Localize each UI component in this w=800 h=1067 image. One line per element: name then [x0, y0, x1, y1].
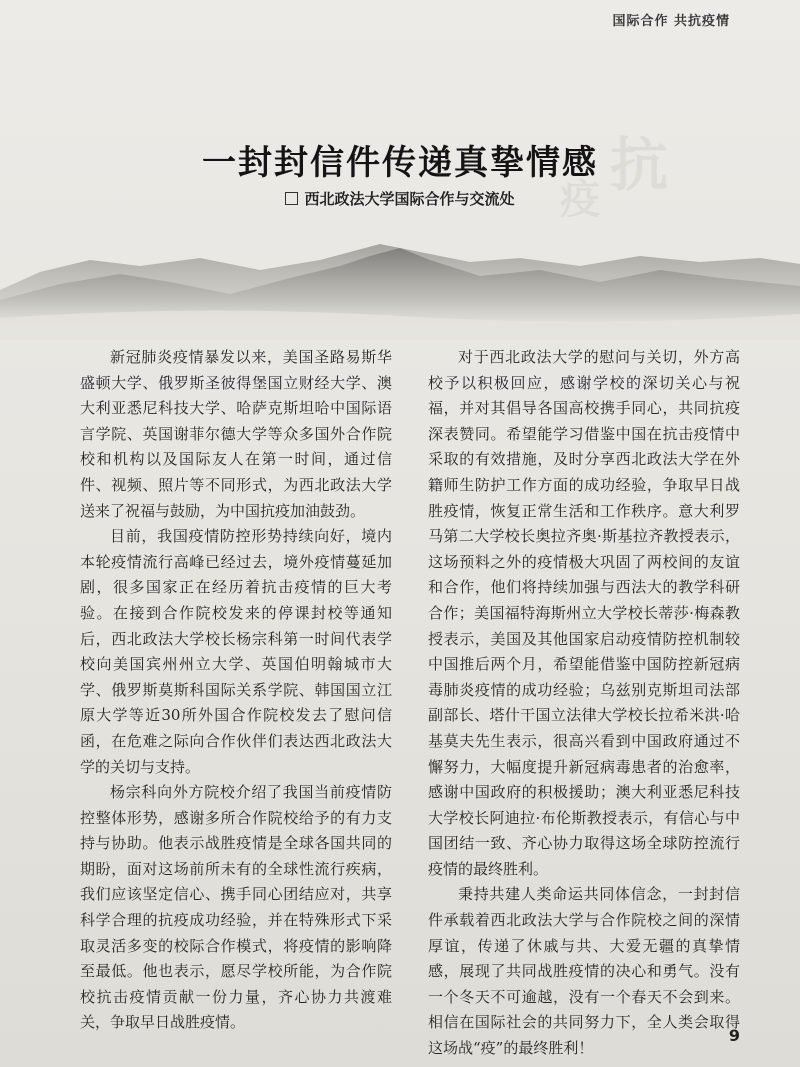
page-number: 9: [728, 1026, 740, 1045]
paragraph: 目前，我国疫情防控形势持续向好，境内本轮疫情流行高峰已经过去，境外疫情蔓延加剧，很多国家正在经历着抗击疫情的巨大考验。在接到合作院校发来的停课封校等通知后，西北政法大学校长杨宗科第一时间代表学校向美国宾州州立大学、英国伯明翰城市大学、俄罗斯莫斯科国际关系学院、韩国国立江原大学等近30所外国合作院校发去了慰问信函，在危难之际向合作伙伴们表达西北政法大学的关切与支持。: [80, 527, 392, 776]
paragraph: 新冠肺炎疫情暴发以来，美国圣路易斯华盛顿大学、俄罗斯圣彼得堡国立财经大学、澳大利亚悉尼科技大学、哈萨克斯坦哈中国际语言学院、英国谢菲尔德大学等众多国外合作院校和机构以及国际友人在第一时间，通过信件、视频、照片等不同形式，为西北政法大学送来了祝福与鼓励，为中国抗疫加油鼓劲。: [80, 348, 392, 520]
section-header: 国际合作 共抗疫情: [612, 14, 730, 29]
ink-mountain-illustration: [0, 230, 800, 340]
byline-text: 西北政法大学国际合作与交流处: [304, 190, 515, 208]
article-title: 一封封信件传递真挚情感: [202, 142, 598, 183]
right-column: [428, 345, 740, 1062]
background-watermark: 抗 疫: [560, 131, 681, 223]
paragraph: 秉持共建人类命运共同体信念，一封封信件承载着西北政法大学与合作院校之间的深情厚谊，传递了休戚与共、大爱无疆的真挚情感，展现了共同战胜疫情的决心和勇气。没有一个冬天不可逾越，没有一个春天不会到来。相信在国际社会的共同努力下，全人类会取得这场战“疫”的最终胜利！: [428, 885, 740, 1058]
paragraph: 杨宗科向外方院校介绍了我国当前疫情防控整体形势，感谢多所合作院校给予的有力支持与协助。他表示战胜疫情是全球各国共同的期盼，面对这场前所未有的全球性流行疾病，我们应该坚定信心、携手同心团结应对，共享科学合理的抗疫成功经验，并在特殊形式下采取灵活多变的校际合作模式，将疫情的影响降至最低。他也表示，愿尽学校所能，为合作院校抗击疫情贡献一份力量，齐心协力共渡难关，争取早日战胜疫情。: [80, 783, 392, 1032]
paragraph: 对于西北政法大学的慰问与关切，外方高校予以积极回应，感谢学校的深切关心与祝福，并对其倡导各国高校携手同心，共同抗疫深表赞同。希望能学习借鉴中国在抗击疫情中采取的有效措施，及时分享西北政法大学在外籍师生防护工作方面的成功经验，争取早日战胜疫情，恢复正常生活和工作秩序。意大利罗马第二大学校长奥拉齐奥·斯基拉齐教授表示，这场预料之外的疫情极大巩固了两校间的友谊和合作，他们将持续加强与西法大的教学科研合作；美国福特海斯州立大学校长蒂莎·梅森教授表示，美国及其他国家启动疫情防控机制较中国推后两个月，希望能借鉴中国防控新冠病毒肺炎疫情的成功经验；乌兹别克斯坦司法部副部长、塔什干国立法律大学校长拉希米洪·哈基莫夫先生表示，很高兴看到中国政府通过不懈努力，大幅度提升新冠病毒患者的治愈率，感谢中国政府的积极援助；澳大利亚悉尼科技大学校长阿迪拉·布伦斯教授表示，有信心与中国团结一致、齐心协力取得这场全球防控流行疫情的最终胜利。: [428, 348, 740, 878]
left-column: [80, 345, 392, 1036]
article-byline: [0, 188, 800, 209]
square-bullet-icon: [285, 192, 298, 205]
